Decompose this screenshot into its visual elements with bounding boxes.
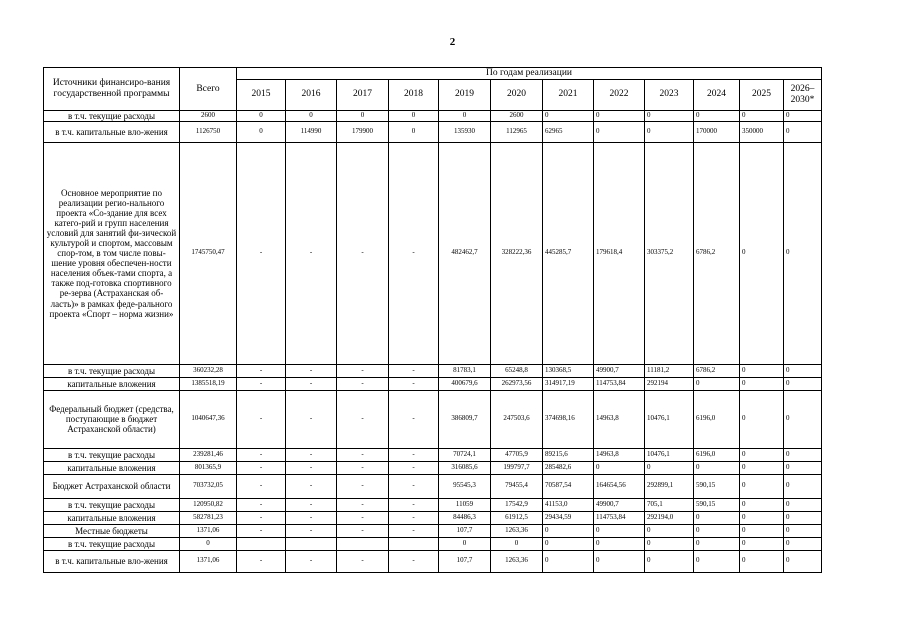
- row-year-value: -: [237, 474, 286, 498]
- row-year-value: 0: [439, 537, 491, 550]
- row-total: 582781,23: [180, 511, 237, 524]
- row-year-value: 164654,56: [594, 474, 645, 498]
- row-year-value: 0: [784, 524, 822, 537]
- row-year-value: 0: [784, 537, 822, 550]
- row-year-value: 0: [740, 448, 784, 461]
- row-year-value: 0: [784, 511, 822, 524]
- row-label: в т.ч. текущие расходы: [44, 364, 180, 377]
- row-year-value: 11059: [439, 498, 491, 511]
- row-year-value: 1263,36: [491, 550, 543, 572]
- table-row: [44, 390, 822, 448]
- row-year-value: 84486,3: [439, 511, 491, 524]
- row-year-value: -: [286, 448, 337, 461]
- row-year-value: 61912,5: [491, 511, 543, 524]
- row-year-value: 47705,9: [491, 448, 543, 461]
- row-year-value: -: [337, 461, 389, 474]
- row-total: 2600: [180, 110, 237, 121]
- row-year-value: 0: [543, 110, 594, 121]
- table-row: [44, 461, 822, 474]
- row-year-value: 49900,7: [594, 364, 645, 377]
- row-year-value: 0: [740, 390, 784, 448]
- row-year-value: 0: [740, 474, 784, 498]
- row-year-value: 11181,2: [645, 364, 694, 377]
- table-header: [44, 68, 822, 111]
- header-year: 2018: [389, 79, 439, 110]
- row-year-value: 0: [645, 550, 694, 572]
- row-total: 801365,9: [180, 461, 237, 474]
- row-year-value: -: [389, 474, 439, 498]
- row-year-value: 114753,84: [594, 511, 645, 524]
- row-year-value: 6196,0: [694, 390, 740, 448]
- row-total: 703732,05: [180, 474, 237, 498]
- row-year-value: -: [389, 390, 439, 448]
- row-total: 1385518,19: [180, 377, 237, 390]
- row-year-value: 590,15: [694, 498, 740, 511]
- row-year-value: 0: [594, 524, 645, 537]
- row-year-value: -: [337, 524, 389, 537]
- row-year-value: 0: [740, 364, 784, 377]
- row-year-value: -: [389, 448, 439, 461]
- row-total: 1745750,47: [180, 142, 237, 364]
- row-label: в т.ч. текущие расходы: [44, 537, 180, 550]
- row-year-value: 89215,6: [543, 448, 594, 461]
- row-year-value: 247503,6: [491, 390, 543, 448]
- row-year-value: 10476,1: [645, 390, 694, 448]
- row-total: 1040647,36: [180, 390, 237, 448]
- row-year-value: 0: [286, 110, 337, 121]
- row-total: 1371,06: [180, 550, 237, 572]
- row-year-value: -: [337, 377, 389, 390]
- row-year-value: 0: [784, 364, 822, 377]
- row-year-value: 0: [645, 110, 694, 121]
- row-label: в т.ч. капитальные вло-жения: [44, 550, 180, 572]
- row-year-value: 705,1: [645, 498, 694, 511]
- table-row: [44, 448, 822, 461]
- row-year-value: 0: [237, 121, 286, 142]
- row-year-value: -: [286, 390, 337, 448]
- row-year-value: 170000: [694, 121, 740, 142]
- header-years-group: По годам реализации: [237, 68, 822, 80]
- row-year-value: 199797,7: [491, 461, 543, 474]
- table-row: [44, 110, 822, 121]
- row-year-value: 292194: [645, 377, 694, 390]
- row-year-value: -: [237, 461, 286, 474]
- row-year-value: 0: [645, 524, 694, 537]
- row-year-value: -: [389, 498, 439, 511]
- row-total: 239281,46: [180, 448, 237, 461]
- header-year: 2026–2030*: [784, 79, 822, 110]
- table-row: [44, 474, 822, 498]
- page-number: 2: [449, 36, 456, 48]
- row-year-value: 0: [237, 110, 286, 121]
- table-row: [44, 498, 822, 511]
- row-year-value: 262973,56: [491, 377, 543, 390]
- row-year-value: 0: [694, 461, 740, 474]
- row-year-value: 114753,84: [594, 377, 645, 390]
- row-year-value: -: [237, 550, 286, 572]
- row-year-value: 0: [740, 142, 784, 364]
- table-row: [44, 377, 822, 390]
- row-total: 1371,06: [180, 524, 237, 537]
- row-year-value: 10476,1: [645, 448, 694, 461]
- row-year-value: 0: [740, 511, 784, 524]
- row-year-value: 29434,59: [543, 511, 594, 524]
- row-year-value: -: [337, 448, 389, 461]
- header-year: 2021: [543, 79, 594, 110]
- row-year-value: 0: [594, 121, 645, 142]
- row-year-value: 0: [740, 110, 784, 121]
- row-label: капитальные вложения: [44, 461, 180, 474]
- row-year-value: -: [337, 550, 389, 572]
- row-year-value: 14963,8: [594, 390, 645, 448]
- row-label: Бюджет Астраханской области: [44, 474, 180, 498]
- row-year-value: 114990: [286, 121, 337, 142]
- row-year-value: 0: [784, 142, 822, 364]
- row-year-value: 0: [740, 550, 784, 572]
- row-year-value: -: [337, 142, 389, 364]
- row-year-value: [286, 537, 337, 550]
- row-year-value: 0: [694, 110, 740, 121]
- row-year-value: -: [337, 474, 389, 498]
- row-year-value: 135930: [439, 121, 491, 142]
- row-year-value: 0: [645, 461, 694, 474]
- row-year-value: 6786,2: [694, 142, 740, 364]
- row-year-value: 0: [439, 110, 491, 121]
- row-year-value: -: [286, 474, 337, 498]
- row-year-value: -: [237, 142, 286, 364]
- row-year-value: -: [237, 498, 286, 511]
- row-label: в т.ч. капитальные вло-жения: [44, 121, 180, 142]
- header-year: 2023: [645, 79, 694, 110]
- row-year-value: 6196,0: [694, 448, 740, 461]
- row-year-value: -: [237, 364, 286, 377]
- row-year-value: 445285,7: [543, 142, 594, 364]
- row-year-value: 0: [645, 121, 694, 142]
- header-source: Источники финансиро-вания государственной программы: [44, 68, 180, 111]
- row-year-value: -: [286, 364, 337, 377]
- header-year: 2020: [491, 79, 543, 110]
- row-year-value: 0: [594, 110, 645, 121]
- row-year-value: 14963,8: [594, 448, 645, 461]
- row-year-value: 292899,1: [645, 474, 694, 498]
- row-year-value: 0: [784, 448, 822, 461]
- row-year-value: -: [286, 377, 337, 390]
- row-year-value: 303375,2: [645, 142, 694, 364]
- row-label: Федеральный бюджет (средства, поступающие в бюджет Астраханской области): [44, 390, 180, 448]
- row-year-value: 0: [491, 537, 543, 550]
- row-year-value: 0: [389, 110, 439, 121]
- row-year-value: -: [286, 524, 337, 537]
- row-year-value: 79455,4: [491, 474, 543, 498]
- row-year-value: 17542,9: [491, 498, 543, 511]
- row-year-value: 0: [694, 550, 740, 572]
- row-year-value: -: [237, 524, 286, 537]
- header-year: 2015: [237, 79, 286, 110]
- row-year-value: -: [337, 498, 389, 511]
- financing-table: [43, 67, 822, 573]
- row-year-value: -: [237, 448, 286, 461]
- row-year-value: -: [286, 461, 337, 474]
- row-year-value: -: [389, 550, 439, 572]
- row-year-value: 1263,36: [491, 524, 543, 537]
- row-year-value: [337, 537, 389, 550]
- row-year-value: -: [389, 364, 439, 377]
- header-year: 2016: [286, 79, 337, 110]
- row-year-value: 0: [645, 537, 694, 550]
- row-year-value: 0: [694, 524, 740, 537]
- row-year-value: 0: [594, 461, 645, 474]
- row-year-value: 0: [784, 474, 822, 498]
- row-year-value: -: [389, 142, 439, 364]
- row-year-value: 0: [740, 377, 784, 390]
- table-row: [44, 537, 822, 550]
- row-year-value: 0: [594, 537, 645, 550]
- row-year-value: 0: [784, 377, 822, 390]
- row-total: 0: [180, 537, 237, 550]
- row-year-value: 41153,0: [543, 498, 594, 511]
- row-year-value: 292194,0: [645, 511, 694, 524]
- table-body: [44, 110, 822, 572]
- row-year-value: 0: [594, 550, 645, 572]
- header-year: 2022: [594, 79, 645, 110]
- row-year-value: 316085,6: [439, 461, 491, 474]
- row-label: Местные бюджеты: [44, 524, 180, 537]
- row-year-value: 81783,1: [439, 364, 491, 377]
- row-year-value: -: [389, 524, 439, 537]
- row-year-value: 482462,7: [439, 142, 491, 364]
- row-year-value: -: [286, 142, 337, 364]
- row-year-value: 0: [740, 461, 784, 474]
- row-year-value: 107,7: [439, 524, 491, 537]
- table-row: [44, 511, 822, 524]
- table-row: [44, 550, 822, 572]
- row-year-value: -: [389, 377, 439, 390]
- row-year-value: 0: [694, 537, 740, 550]
- row-year-value: 70587,54: [543, 474, 594, 498]
- row-year-value: 95545,3: [439, 474, 491, 498]
- row-year-value: 112965: [491, 121, 543, 142]
- row-year-value: 0: [694, 377, 740, 390]
- table-row: [44, 121, 822, 142]
- row-year-value: 0: [740, 537, 784, 550]
- row-year-value: -: [237, 390, 286, 448]
- row-year-value: -: [286, 498, 337, 511]
- header-year: 2017: [337, 79, 389, 110]
- header-year: 2019: [439, 79, 491, 110]
- row-year-value: 400679,6: [439, 377, 491, 390]
- row-year-value: 0: [784, 498, 822, 511]
- header-year: 2025: [740, 79, 784, 110]
- row-total: 1126750: [180, 121, 237, 142]
- row-total: 360232,28: [180, 364, 237, 377]
- row-year-value: 0: [784, 461, 822, 474]
- header-total: Всего: [180, 68, 237, 111]
- row-year-value: 0: [389, 121, 439, 142]
- row-label: в т.ч. текущие расходы: [44, 110, 180, 121]
- row-year-value: 179618,4: [594, 142, 645, 364]
- row-year-value: 0: [694, 511, 740, 524]
- row-year-value: -: [389, 511, 439, 524]
- table-row: [44, 142, 822, 364]
- row-year-value: 6786,2: [694, 364, 740, 377]
- row-year-value: [389, 537, 439, 550]
- row-year-value: 386809,7: [439, 390, 491, 448]
- table-row: [44, 524, 822, 537]
- row-year-value: 0: [784, 110, 822, 121]
- row-year-value: -: [286, 550, 337, 572]
- row-year-value: -: [237, 511, 286, 524]
- row-year-value: -: [389, 461, 439, 474]
- row-year-value: 0: [784, 390, 822, 448]
- row-year-value: 285482,6: [543, 461, 594, 474]
- row-year-value: 130368,5: [543, 364, 594, 377]
- row-label: Основное мероприятие по реализации регио-нального проекта «Со-здание для всех катего-рий и групп населения условий для занятий фи-зической культурой и спортом, массовым спор-том, в том числе повы-шение уровня обеспечен-ности населения объек-тами спорта, а также под-готовка спортивного ре-зерва (Астраханская об-ласть)» в рамках феде-рального проекта «Спорт – норма жизни»: [44, 142, 180, 364]
- row-year-value: -: [237, 377, 286, 390]
- row-year-value: 2600: [491, 110, 543, 121]
- row-year-value: 314917,19: [543, 377, 594, 390]
- row-year-value: -: [337, 390, 389, 448]
- row-year-value: 70724,1: [439, 448, 491, 461]
- row-year-value: 0: [543, 524, 594, 537]
- row-year-value: [237, 537, 286, 550]
- row-total: 120950,82: [180, 498, 237, 511]
- row-year-value: 0: [740, 524, 784, 537]
- row-year-value: 0: [543, 537, 594, 550]
- row-year-value: 328222,36: [491, 142, 543, 364]
- row-year-value: 62965: [543, 121, 594, 142]
- row-label: в т.ч. текущие расходы: [44, 498, 180, 511]
- row-year-value: 0: [543, 550, 594, 572]
- row-label: капитальные вложения: [44, 377, 180, 390]
- row-year-value: 49900,7: [594, 498, 645, 511]
- row-year-value: -: [337, 511, 389, 524]
- row-year-value: 374698,16: [543, 390, 594, 448]
- row-year-value: -: [337, 364, 389, 377]
- row-year-value: 590,15: [694, 474, 740, 498]
- row-year-value: 0: [337, 110, 389, 121]
- row-year-value: 0: [740, 498, 784, 511]
- row-year-value: 65248,8: [491, 364, 543, 377]
- row-label: в т.ч. текущие расходы: [44, 448, 180, 461]
- header-year: 2024: [694, 79, 740, 110]
- row-year-value: 107,7: [439, 550, 491, 572]
- row-label: капитальные вложения: [44, 511, 180, 524]
- row-year-value: -: [286, 511, 337, 524]
- row-year-value: 0: [784, 550, 822, 572]
- row-year-value: 179900: [337, 121, 389, 142]
- row-year-value: 0: [784, 121, 822, 142]
- row-year-value: 350000: [740, 121, 784, 142]
- table-row: [44, 364, 822, 377]
